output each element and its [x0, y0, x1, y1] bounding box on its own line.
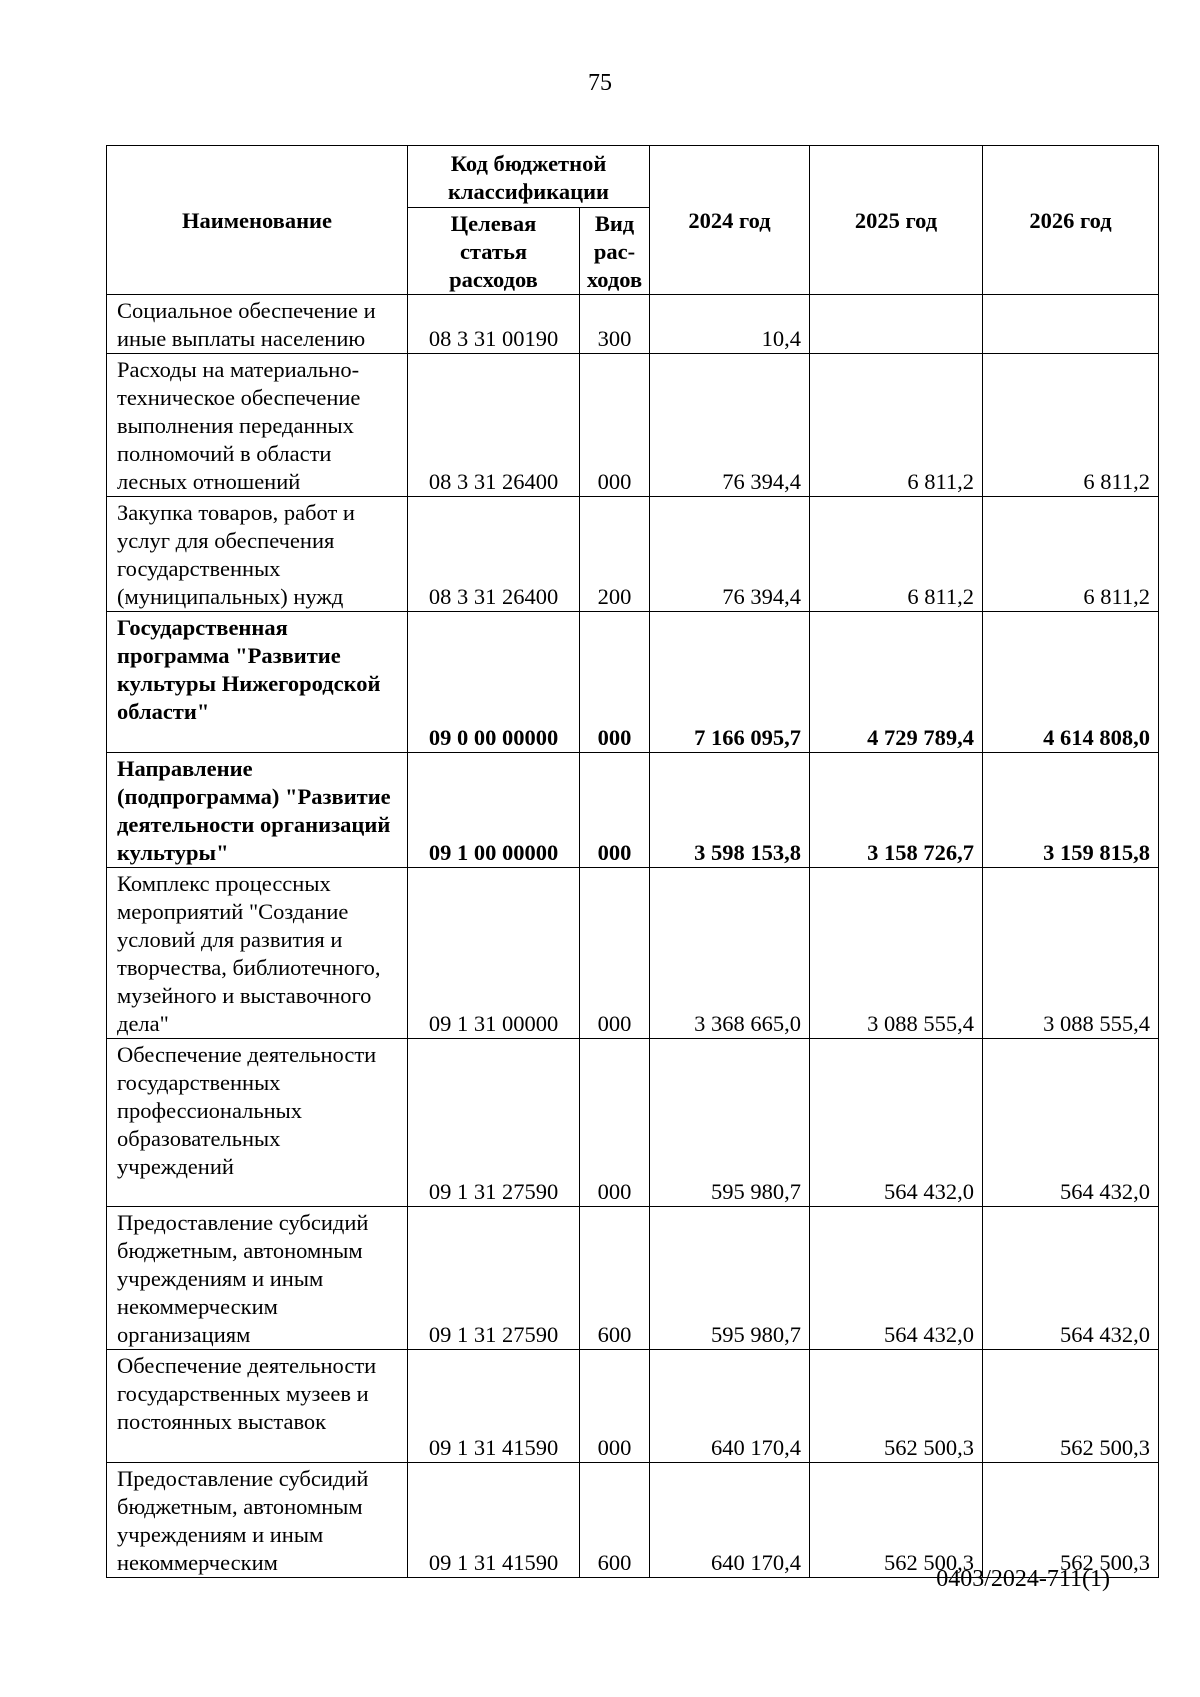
row-value-2024: 76 394,4: [650, 497, 810, 612]
row-value-2025: 3 158 726,7: [810, 753, 983, 868]
table-row: [107, 354, 1159, 497]
row-target-article: 08 3 31 26400: [408, 497, 580, 612]
row-name: Обеспечение деятельности государственных профессиональных образовательных учреждений: [107, 1039, 408, 1207]
row-value-2024: 640 170,4: [650, 1463, 810, 1578]
row-target-article: 09 1 31 27590: [408, 1207, 580, 1350]
header-name: Наименование: [107, 146, 408, 295]
table-row: [107, 1207, 1159, 1350]
row-value-2026: 4 614 808,0: [983, 612, 1159, 753]
row-value-2026: 6 811,2: [983, 497, 1159, 612]
row-value-2026: 564 432,0: [983, 1207, 1159, 1350]
row-value-2026: 564 432,0: [983, 1039, 1159, 1207]
row-name: Направление (подпрограмма) "Развитие деятельности организаций культуры": [107, 753, 408, 868]
row-value-2025: 562 500,3: [810, 1463, 983, 1578]
row-value-2024: 76 394,4: [650, 354, 810, 497]
row-expense-type: 300: [580, 295, 650, 354]
row-value-2024: 595 980,7: [650, 1207, 810, 1350]
row-expense-type: 200: [580, 497, 650, 612]
row-name: Государственная программа "Развитие культуры Нижегородской области": [107, 612, 408, 753]
row-expense-type: 000: [580, 1350, 650, 1463]
table-row: [107, 1350, 1159, 1463]
row-value-2024: 640 170,4: [650, 1350, 810, 1463]
header-code-group: Код бюджетной классификации: [408, 146, 650, 208]
row-value-2025: [810, 295, 983, 354]
row-value-2024: 3 368 665,0: [650, 868, 810, 1039]
table-row: [107, 868, 1159, 1039]
table-row: [107, 1463, 1159, 1578]
page-number: 75: [588, 70, 612, 96]
row-value-2025: 3 088 555,4: [810, 868, 983, 1039]
row-value-2025: 564 432,0: [810, 1207, 983, 1350]
row-expense-type: 000: [580, 753, 650, 868]
table-row: [107, 1039, 1159, 1207]
row-target-article: 09 1 31 41590: [408, 1463, 580, 1578]
budget-table: [106, 145, 1159, 1578]
row-value-2026: 6 811,2: [983, 354, 1159, 497]
row-value-2024: 3 598 153,8: [650, 753, 810, 868]
row-name: Комплекс процессных мероприятий "Создание условий для развития и творчества, библиотечного, музейного и выставочного дела": [107, 868, 408, 1039]
row-expense-type: 000: [580, 612, 650, 753]
row-value-2024: 10,4: [650, 295, 810, 354]
row-value-2026: 562 500,3: [983, 1463, 1159, 1578]
header-2024: 2024 год: [650, 146, 810, 295]
row-name: Расходы на материально-техническое обеспечение выполнения переданных полномочий в области лесных отношений: [107, 354, 408, 497]
row-target-article: 09 1 31 41590: [408, 1350, 580, 1463]
row-value-2026: 3 159 815,8: [983, 753, 1159, 868]
row-value-2026: 3 088 555,4: [983, 868, 1159, 1039]
row-name: Социальное обеспечение и иные выплаты населению: [107, 295, 408, 354]
row-name: Предоставление субсидий бюджетным, автономным учреждениям и иным некоммерческим: [107, 1463, 408, 1578]
row-expense-type: 600: [580, 1207, 650, 1350]
row-target-article: 09 1 00 00000: [408, 753, 580, 868]
row-name: Закупка товаров, работ и услуг для обеспечения государственных (муниципальных) нужд: [107, 497, 408, 612]
row-target-article: 08 3 31 26400: [408, 354, 580, 497]
row-name: Обеспечение деятельности государственных музеев и постоянных выставок: [107, 1350, 408, 1463]
row-expense-type: 000: [580, 354, 650, 497]
header-2025: 2025 год: [810, 146, 983, 295]
table-row: [107, 295, 1159, 354]
header-2026: 2026 год: [983, 146, 1159, 295]
row-expense-type: 600: [580, 1463, 650, 1578]
row-value-2025: 564 432,0: [810, 1039, 983, 1207]
table-row: [107, 497, 1159, 612]
row-target-article: 09 0 00 00000: [408, 612, 580, 753]
row-value-2025: 6 811,2: [810, 497, 983, 612]
document-code: 0403/2024-711(1): [936, 1566, 1110, 1592]
row-target-article: 09 1 31 00000: [408, 868, 580, 1039]
row-value-2025: 562 500,3: [810, 1350, 983, 1463]
row-value-2026: 562 500,3: [983, 1350, 1159, 1463]
row-value-2024: 7 166 095,7: [650, 612, 810, 753]
row-value-2025: 6 811,2: [810, 354, 983, 497]
header-target-article: Целевая статья расходов: [408, 208, 580, 295]
row-target-article: 09 1 31 27590: [408, 1039, 580, 1207]
table-row: [107, 612, 1159, 753]
row-target-article: 08 3 31 00190: [408, 295, 580, 354]
row-expense-type: 000: [580, 868, 650, 1039]
table-row: [107, 753, 1159, 868]
row-name: Предоставление субсидий бюджетным, автономным учреждениям и иным некоммерческим организациям: [107, 1207, 408, 1350]
row-value-2025: 4 729 789,4: [810, 612, 983, 753]
row-expense-type: 000: [580, 1039, 650, 1207]
header-expense-type: Вид рас-ходов: [580, 208, 650, 295]
row-value-2026: [983, 295, 1159, 354]
row-value-2024: 595 980,7: [650, 1039, 810, 1207]
